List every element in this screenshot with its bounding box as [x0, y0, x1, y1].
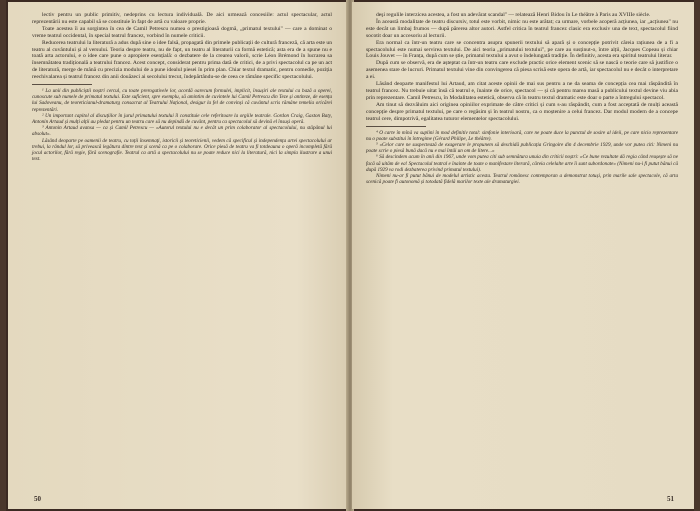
right-paragraph: deşi regulile interzicea acestea, a fost un adevărat scandal" — relatează Henri Bidou în Le théâtre à Paris au XVIIIe siècle. [376, 12, 651, 18]
right-footnote: Nimeni nu-ar fi putut bănui de modelul artistic acesta. Teatrul românesc contemporan a demonstrat totuși, prin marile sale spectacole, că arta scenică poate fi autonomă și totodată fidelă marilor texte ale dramaturgiei. [366, 172, 678, 186]
left-footnote: ² Un important capitol al discuțiilor în jurul primatului textului îl constituie cele referitoare la orgiile teatrale. Gordon Craig, Gaston Baty, Antonin Artaud și mulți alții au pledat pentru un teatru care să nu depindă de cuvânt, pentru ca spectacolul să devină el însuși operă. [32, 112, 332, 126]
right-footnote: ⁶ Să descindem acum în anii din 1967, unde vom putea citi sub semnătura unuia din criticii noștri: «Ce bune rezultate dă regia când reușește să ne facă să uităm de ea! Spectacolul teatral e înainte de toate o manifestare literară, căreia celelalte arte îi sunt subordonate» (Nimeni nu-i fi putut bănui că după 1929 va rodi dezbaterea privind primatul textului). [366, 154, 678, 173]
left-body-text [32, 12, 332, 81]
right-paragraph: Era normal ca într-un teatru care se concentra asupra spunerii textului să apară și o concepție potrivit căreia rațiunea de a fi a spectacolului este numai servirea textului. De aici teoria „primatului textului", pe care au susținut-o, între alții, Jacques Copeau și chiar Louis Jouvet — în Franța, după cum se știe, primatul textului a avut o îndelungată tradiție. În definitiv, acesta era spiritul teatrului literar. [366, 39, 678, 60]
book-edge-right [694, 0, 700, 511]
right-footnote: ⁴ O carte în mînă va suplini în mod definitiv total: simfonie interioară, care ne poate duce la punctul de sosire al ideii, pe care nicio reprezentare nu o poate substitui în întregime (Gérard Philipe, Le théâtre). [366, 129, 678, 142]
right-paragraph: Lăsând deoparte manifestul lui Artaud, am citat aceste opinii de mai sus pentru a ne da seama de concepția cea mai răspândită în teatrul francez. Nu trebuie uitat însă că teatrul e, înainte de orice, spectacol — și că pentru marea masă a publicului textul devine viu abia prin reprezentare. Camil Petrescu, în Modalitatea estetică, observa că în teatru textul dramatic este doar o parte a întregului spectacol. [366, 81, 678, 101]
left-paragraph: Toate acestea îi au sorgintea în cea de Camil Petrescu numea o prestigioasă dogmă, „primatul textului" — care a dominat o vreme teatrul occidental, în special teatrul francez, vorbind în numele criticii. [32, 25, 332, 39]
right-paragraph: Am tinut să dezvăluim aici originea opiniilor exprimate de către critici și cum s-au răspândit, cum a fost acceptată de mulți această concepție despre primatul textului, pe care o regăsim și în teatrul nostru, ca o moștenire a celui francez. Dar modul modern de a concepe teatrul cere, dimpotrivă, egalitatea tuturor elementelor spectacolului. [366, 101, 678, 122]
left-footnote: ¹ La unii din publiciștii noștri cercul, cu toate prerogativele lor, acordă oarecum formulei, implicit, însușiri ale textului ca bază a operei, cunoscute sub numele de primatul textului. Este suficient, spre exemplu, să amintim de cuvintele lui Camil Petrescu din Teze și antiteze, de esența lui Sadoveanu, de teoreticianul-dramaturg consacrat al Teatrului Național, desigur la fel de convinși că cuvântul scris rămâne temelia oricărei reprezentări. [32, 88, 332, 113]
left-paragraph: Reducerea teatrului la literatură a adus după sine o idee falsă, propagată din primele publicații de cultură franceză, că arta este un teatru al cuvântului și al versului. Teoria despre teatru, nu de fapt, un teatru al literaturii ca formă estetică; asta era de a spune nu e toată arta actorului, e o idee care pune o apropiere esențială: o dezbatere de la crearea valorii, scrie Léon Brémond în lucrarea sa însemnătatea tradițională a teatrului francez. Acest concept, considerat pentru prima dată de critici, de a privi spectacolul ca pe un act de literatură, merge de mână cu precizia modului de a pune idealul piesei în prim plan. Chiar textul dramatic, pentru comedie, poziția reechivalarea și teatrul francez din anii douăzeci ai secolului trecut, îndepărtându-se de ceea ce rămâne specific spectacolului. [32, 39, 332, 81]
left-page [8, 2, 348, 509]
left-footnote: Lăsând deoparte pe oamenii de teatru, cu toții însemnați, istoricii și teoreticienii, vedem că specificul și independența artei spectacolului ar trebui, la rândul lor, să privească legătura dintre text și scenă ca pe o colaborare. Orice piesă de teatru va fi totdeauna o operă incompletă fără jocul actorilor, fără regie, fără scenografie. Teatrul ca artă a spectacolului nu se poate reduce nici la literatură, nici la simpla ilustrare a unui text. [32, 137, 332, 163]
left-page-number: 50 [34, 495, 41, 503]
right-footnotes [366, 130, 678, 186]
left-footnotes [32, 88, 332, 162]
right-body-text [366, 12, 678, 123]
right-footnote: ⁵ «Celor care ne suspectează de exagerare le propunem să deschidă publicația Gringoire din 4 decembrie 1929, unde vor putea citi: Nimeni nu poate scrie o piesă bună dacă nu e mai întâi un om de litere...» [366, 141, 678, 155]
left-page-column [32, 12, 332, 163]
left-paragraph: lectiv pentru un public primitiv, nedeprins cu lectura individuală. De aici urmează concesiile: actul spectacular, actul reprezentării nu este capabil să se constituie în fapt de artă cu valoare proprie. [32, 12, 332, 25]
left-footnote: ³ Antonin Artaud avansa — ca și Camil Petrescu — «Autorul textului nu e decât un prim colaborator al spectacolului, nu stăpânul lui absolut». [32, 125, 332, 138]
footnote-separator [366, 126, 426, 127]
right-page-number: 51 [667, 495, 674, 503]
right-page-column [366, 12, 678, 185]
footnote-separator [32, 84, 92, 85]
book-edge-left [0, 0, 6, 511]
right-page [352, 2, 694, 509]
right-paragraph: După cum se observă, era de așteptat ca într-un teatru care exclude practic orice element scenic să se nască o teorie care să justifice o asemenea stare de lucruri. Primatul textului vine din convingerea că piesa scrisă este opera de artă, iar spectacolul nu e decât o interpretare a ei. [366, 60, 678, 81]
right-paragraph: În această modalitate de teatru discursiv, totul este vorbit, nimic nu este arătat; ca urmare, vorbele acoperă acțiunea, iar „acțiunea" nu este decât un limbaj frumos — după părerea altor autori. Astfel critica în teatrul francez clasic era exclusiv una de text, spectacolul fiind socotit doar un accesoriu al lecturii. [366, 18, 678, 39]
